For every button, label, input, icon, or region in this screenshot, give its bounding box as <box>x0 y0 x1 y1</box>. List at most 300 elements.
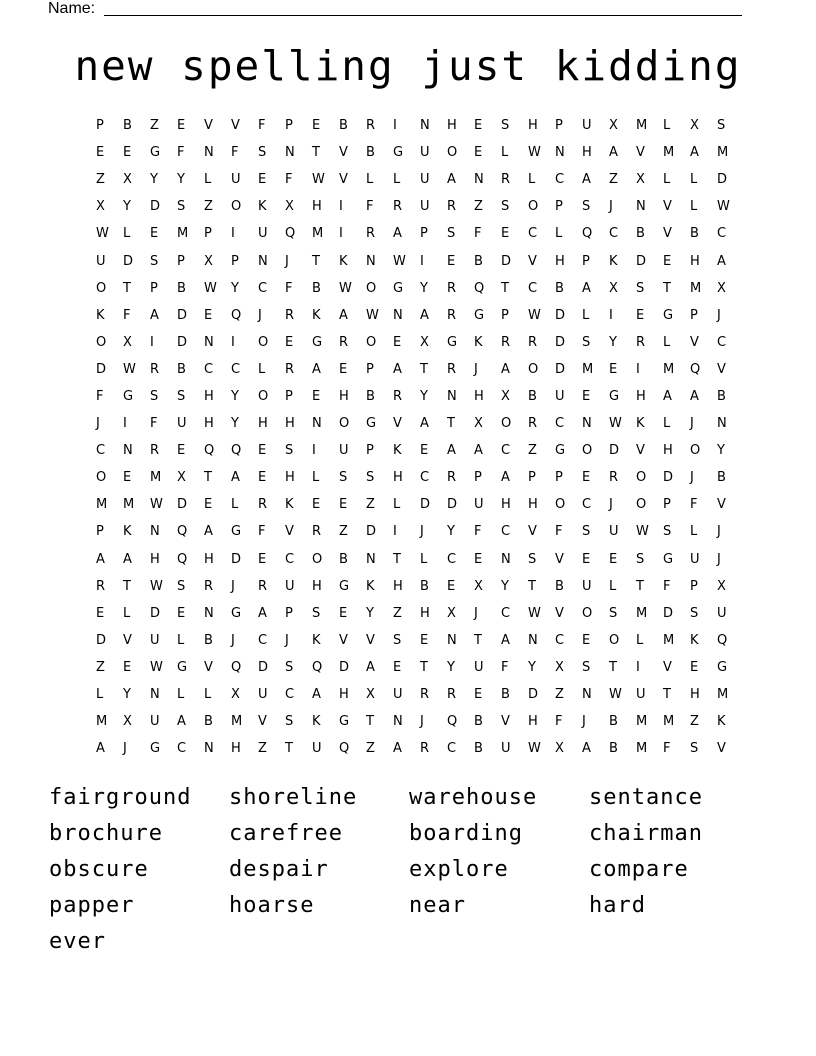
grid-letter: A <box>366 659 375 675</box>
grid-letter: D <box>177 334 188 350</box>
grid-letter: K <box>609 253 618 269</box>
grid-letter: V <box>528 253 537 269</box>
grid-letter: F <box>555 524 563 540</box>
grid-letter: R <box>528 334 538 350</box>
grid-letter: E <box>609 361 618 377</box>
grid-letter: R <box>393 199 403 215</box>
grid-letter: R <box>312 524 322 540</box>
grid-letter: E <box>258 470 267 486</box>
grid-letter: K <box>96 307 105 323</box>
grid-letter: L <box>366 172 374 188</box>
grid-letter: O <box>636 497 647 513</box>
grid-letter: G <box>231 524 242 540</box>
grid-letter: K <box>312 632 321 648</box>
grid-letter: E <box>123 145 132 161</box>
grid-letter: H <box>528 118 538 134</box>
grid-letter: B <box>204 714 213 730</box>
word-list-item: sentance <box>589 785 703 811</box>
grid-letter: A <box>393 226 402 242</box>
grid-letter: X <box>285 199 294 215</box>
grid-letter: K <box>717 714 726 730</box>
grid-letter: Y <box>231 388 239 404</box>
grid-letter: Q <box>177 551 188 567</box>
grid-letter: N <box>474 172 484 188</box>
grid-letter: J <box>285 253 289 269</box>
grid-letter: J <box>420 714 424 730</box>
grid-letter: P <box>420 226 428 242</box>
grid-letter: C <box>285 687 295 703</box>
grid-letter: M <box>663 714 675 730</box>
grid-letter: O <box>366 280 377 296</box>
grid-letter: E <box>339 605 348 621</box>
grid-letter: O <box>312 551 323 567</box>
grid-letter: Y <box>150 172 158 188</box>
word-list-item: papper <box>49 892 135 918</box>
grid-letter: V <box>258 714 267 730</box>
grid-letter: S <box>285 443 294 459</box>
grid-letter: M <box>636 118 648 134</box>
grid-letter: E <box>204 497 213 513</box>
grid-letter: S <box>501 199 510 215</box>
grid-letter: L <box>690 199 698 215</box>
grid-letter: D <box>366 524 377 540</box>
grid-letter: M <box>690 280 702 296</box>
grid-letter: E <box>474 118 483 134</box>
grid-letter: P <box>285 605 293 621</box>
grid-letter: G <box>312 334 323 350</box>
grid-letter: H <box>258 416 268 432</box>
grid-letter: E <box>177 118 186 134</box>
grid-letter: S <box>447 226 456 242</box>
grid-letter: H <box>447 118 457 134</box>
grid-letter: U <box>96 253 106 269</box>
grid-letter: J <box>231 578 235 594</box>
grid-letter: V <box>393 416 402 432</box>
grid-letter: N <box>204 145 214 161</box>
grid-letter: I <box>420 253 424 269</box>
grid-letter: K <box>312 714 321 730</box>
word-search-grid <box>96 112 744 762</box>
grid-letter: T <box>636 578 644 594</box>
grid-letter: G <box>150 741 161 757</box>
grid-letter: H <box>663 443 673 459</box>
grid-letter: R <box>528 416 538 432</box>
grid-letter: J <box>717 551 721 567</box>
grid-letter: K <box>636 416 645 432</box>
grid-letter: V <box>501 714 510 730</box>
grid-letter: O <box>339 416 350 432</box>
grid-letter: D <box>636 253 647 269</box>
grid-letter: A <box>690 145 699 161</box>
grid-letter: D <box>177 497 188 513</box>
grid-letter: M <box>582 361 594 377</box>
grid-letter: J <box>96 416 100 432</box>
word-list-item: obscure <box>49 856 149 882</box>
grid-letter: O <box>582 443 593 459</box>
grid-letter: Q <box>177 524 188 540</box>
grid-letter: F <box>177 145 185 161</box>
grid-letter: N <box>447 388 457 404</box>
grid-letter: E <box>312 497 321 513</box>
grid-letter: V <box>123 632 132 648</box>
grid-letter: X <box>177 470 186 486</box>
grid-letter: W <box>609 687 622 703</box>
grid-letter: C <box>528 226 538 242</box>
grid-letter: D <box>447 497 458 513</box>
grid-letter: T <box>663 687 671 703</box>
grid-letter: L <box>501 145 509 161</box>
grid-letter: T <box>285 741 293 757</box>
grid-letter: D <box>231 551 242 567</box>
grid-letter: A <box>420 307 429 323</box>
grid-letter: C <box>204 361 214 377</box>
grid-letter: Y <box>366 605 374 621</box>
grid-letter: E <box>204 307 213 323</box>
grid-letter: T <box>393 551 401 567</box>
grid-letter: J <box>609 497 613 513</box>
grid-letter: O <box>96 280 107 296</box>
grid-letter: S <box>582 659 591 675</box>
grid-letter: J <box>717 524 721 540</box>
grid-letter: B <box>339 551 348 567</box>
grid-letter: O <box>690 443 701 459</box>
grid-letter: C <box>717 334 727 350</box>
grid-letter: I <box>339 226 343 242</box>
grid-letter: N <box>204 741 214 757</box>
grid-letter: R <box>501 334 511 350</box>
grid-letter: Y <box>177 172 185 188</box>
grid-letter: A <box>501 632 510 648</box>
grid-letter: Q <box>204 443 215 459</box>
grid-letter: S <box>663 524 672 540</box>
grid-letter: M <box>636 741 648 757</box>
grid-letter: E <box>474 687 483 703</box>
grid-letter: E <box>177 443 186 459</box>
grid-letter: K <box>393 443 402 459</box>
grid-letter: R <box>447 199 457 215</box>
grid-letter: D <box>420 497 431 513</box>
grid-letter: B <box>366 388 375 404</box>
grid-letter: B <box>636 226 645 242</box>
grid-letter: Z <box>258 741 267 757</box>
grid-letter: T <box>123 280 131 296</box>
grid-letter: H <box>312 578 322 594</box>
grid-letter: I <box>150 334 154 350</box>
grid-letter: M <box>663 632 675 648</box>
grid-letter: R <box>96 578 106 594</box>
grid-letter: B <box>339 118 348 134</box>
grid-letter: N <box>582 687 592 703</box>
grid-letter: B <box>312 280 321 296</box>
grid-letter: J <box>285 632 289 648</box>
grid-letter: H <box>582 145 592 161</box>
grid-letter: G <box>231 605 242 621</box>
grid-letter: E <box>690 659 699 675</box>
grid-letter: P <box>177 253 185 269</box>
grid-letter: F <box>123 307 131 323</box>
grid-letter: H <box>474 388 484 404</box>
grid-letter: X <box>366 687 375 703</box>
grid-letter: X <box>717 280 726 296</box>
grid-letter: O <box>609 632 620 648</box>
grid-letter: D <box>96 632 107 648</box>
word-list-item: boarding <box>409 821 523 847</box>
word-list-item: hoarse <box>229 892 315 918</box>
grid-letter: E <box>339 497 348 513</box>
grid-letter: V <box>285 524 294 540</box>
grid-letter: N <box>204 605 214 621</box>
grid-letter: T <box>123 578 131 594</box>
grid-letter: E <box>474 551 483 567</box>
grid-letter: S <box>582 334 591 350</box>
grid-letter: B <box>474 741 483 757</box>
grid-letter: B <box>555 280 564 296</box>
grid-letter: N <box>528 632 538 648</box>
grid-letter: I <box>636 659 640 675</box>
grid-letter: O <box>96 470 107 486</box>
grid-letter: L <box>231 497 239 513</box>
grid-letter: D <box>96 361 107 377</box>
grid-letter: E <box>501 226 510 242</box>
grid-letter: K <box>123 524 132 540</box>
grid-letter: Q <box>690 361 701 377</box>
grid-letter: F <box>96 388 104 404</box>
grid-letter: F <box>258 524 266 540</box>
grid-letter: N <box>258 253 268 269</box>
grid-letter: C <box>501 443 511 459</box>
grid-letter: U <box>258 226 268 242</box>
grid-letter: X <box>474 578 483 594</box>
grid-letter: X <box>501 388 510 404</box>
grid-letter: B <box>474 253 483 269</box>
grid-letter: V <box>339 632 348 648</box>
grid-letter: D <box>177 307 188 323</box>
grid-letter: E <box>123 659 132 675</box>
grid-letter: F <box>285 172 293 188</box>
grid-letter: H <box>501 497 511 513</box>
word-list-item: carefree <box>229 821 343 847</box>
grid-letter: V <box>339 145 348 161</box>
grid-letter: W <box>150 578 163 594</box>
grid-letter: E <box>609 551 618 567</box>
grid-letter: S <box>582 524 591 540</box>
word-list-item: despair <box>229 856 329 882</box>
grid-letter: X <box>123 172 132 188</box>
grid-letter: C <box>96 443 106 459</box>
grid-letter: S <box>528 551 537 567</box>
grid-letter: I <box>339 199 343 215</box>
grid-letter: O <box>258 388 269 404</box>
grid-letter: B <box>420 578 429 594</box>
grid-letter: A <box>474 443 483 459</box>
grid-letter: N <box>582 416 592 432</box>
grid-letter: U <box>420 145 430 161</box>
grid-letter: R <box>447 307 457 323</box>
grid-letter: Z <box>96 172 105 188</box>
grid-letter: Q <box>312 659 323 675</box>
word-list-item: compare <box>589 856 689 882</box>
grid-letter: R <box>150 361 160 377</box>
grid-letter: G <box>339 714 350 730</box>
grid-letter: L <box>312 470 320 486</box>
grid-letter: Z <box>555 687 564 703</box>
grid-letter: P <box>150 280 158 296</box>
grid-letter: J <box>474 605 478 621</box>
grid-letter: E <box>96 605 105 621</box>
grid-letter: D <box>150 605 161 621</box>
grid-letter: R <box>420 687 430 703</box>
grid-letter: L <box>609 578 617 594</box>
grid-letter: P <box>690 578 698 594</box>
grid-letter: D <box>123 253 134 269</box>
grid-letter: W <box>339 280 352 296</box>
grid-letter: M <box>636 714 648 730</box>
grid-letter: E <box>636 307 645 323</box>
grid-letter: Y <box>420 280 428 296</box>
grid-letter: K <box>474 334 483 350</box>
grid-letter: R <box>420 741 430 757</box>
grid-letter: R <box>636 334 646 350</box>
grid-letter: H <box>204 388 214 404</box>
word-list-item: chairman <box>589 821 703 847</box>
grid-letter: M <box>663 145 675 161</box>
grid-letter: Z <box>339 524 348 540</box>
grid-letter: P <box>690 307 698 323</box>
grid-letter: S <box>285 714 294 730</box>
grid-letter: J <box>690 470 694 486</box>
grid-letter: P <box>366 443 374 459</box>
grid-letter: A <box>717 253 726 269</box>
grid-letter: A <box>420 416 429 432</box>
grid-letter: R <box>150 443 160 459</box>
grid-letter: W <box>717 199 730 215</box>
grid-letter: Z <box>393 605 402 621</box>
grid-letter: M <box>177 226 189 242</box>
grid-letter: E <box>285 334 294 350</box>
grid-letter: T <box>420 361 428 377</box>
grid-letter: E <box>420 443 429 459</box>
word-list-item: explore <box>409 856 509 882</box>
grid-letter: D <box>555 334 566 350</box>
grid-letter: M <box>96 497 108 513</box>
grid-letter: H <box>339 388 349 404</box>
grid-letter: R <box>339 334 349 350</box>
grid-letter: V <box>717 361 726 377</box>
grid-letter: W <box>366 307 379 323</box>
grid-letter: G <box>177 659 188 675</box>
grid-letter: C <box>501 524 511 540</box>
grid-letter: Z <box>528 443 537 459</box>
grid-letter: T <box>366 714 374 730</box>
grid-letter: W <box>528 605 541 621</box>
grid-letter: U <box>555 388 565 404</box>
grid-letter: B <box>204 632 213 648</box>
grid-letter: E <box>150 226 159 242</box>
grid-letter: V <box>528 524 537 540</box>
grid-letter: F <box>663 578 671 594</box>
word-list <box>49 780 789 959</box>
grid-letter: L <box>663 416 671 432</box>
grid-letter: H <box>285 470 295 486</box>
grid-letter: A <box>312 361 321 377</box>
grid-letter: H <box>690 687 700 703</box>
grid-letter: O <box>258 334 269 350</box>
grid-letter: L <box>204 687 212 703</box>
grid-letter: I <box>123 416 127 432</box>
grid-letter: W <box>636 524 649 540</box>
grid-letter: Q <box>582 226 593 242</box>
grid-letter: H <box>393 470 403 486</box>
grid-letter: A <box>339 307 348 323</box>
grid-letter: L <box>690 172 698 188</box>
grid-letter: S <box>177 199 186 215</box>
grid-letter: T <box>204 470 212 486</box>
grid-letter: X <box>204 253 213 269</box>
grid-letter: N <box>447 632 457 648</box>
grid-letter: D <box>150 199 161 215</box>
grid-letter: P <box>366 361 374 377</box>
grid-letter: C <box>447 741 457 757</box>
grid-letter: L <box>96 687 104 703</box>
grid-letter: L <box>663 334 671 350</box>
grid-letter: U <box>339 443 349 459</box>
grid-letter: Q <box>717 632 728 648</box>
grid-letter: R <box>258 497 268 513</box>
grid-letter: X <box>690 118 699 134</box>
grid-letter: S <box>609 605 618 621</box>
grid-letter: A <box>393 361 402 377</box>
grid-letter: E <box>96 145 105 161</box>
grid-letter: V <box>204 659 213 675</box>
grid-letter: N <box>717 416 727 432</box>
grid-letter: V <box>366 632 375 648</box>
grid-letter: V <box>636 145 645 161</box>
grid-letter: A <box>258 605 267 621</box>
word-list-item: hard <box>589 892 646 918</box>
grid-letter: B <box>123 118 132 134</box>
grid-letter: R <box>285 361 295 377</box>
grid-letter: S <box>501 118 510 134</box>
grid-letter: C <box>447 551 457 567</box>
grid-letter: H <box>150 551 160 567</box>
word-list-item: fairground <box>49 785 192 811</box>
grid-letter: V <box>231 118 240 134</box>
grid-letter: J <box>420 524 424 540</box>
grid-letter: A <box>96 741 105 757</box>
grid-letter: K <box>366 578 375 594</box>
grid-letter: Y <box>231 416 239 432</box>
grid-letter: N <box>366 551 376 567</box>
grid-letter: V <box>555 605 564 621</box>
grid-letter: E <box>582 632 591 648</box>
grid-letter: R <box>501 172 511 188</box>
grid-letter: T <box>447 416 455 432</box>
grid-letter: Y <box>501 578 509 594</box>
grid-letter: F <box>501 659 509 675</box>
grid-letter: E <box>582 470 591 486</box>
grid-letter: E <box>258 551 267 567</box>
grid-letter: Z <box>204 199 213 215</box>
grid-letter: Y <box>717 443 725 459</box>
grid-letter: X <box>636 172 645 188</box>
word-list-item: brochure <box>49 821 163 847</box>
grid-letter: E <box>582 551 591 567</box>
grid-letter: H <box>636 388 646 404</box>
grid-letter: U <box>258 687 268 703</box>
grid-letter: S <box>177 388 186 404</box>
grid-letter: B <box>609 714 618 730</box>
grid-letter: N <box>393 307 403 323</box>
